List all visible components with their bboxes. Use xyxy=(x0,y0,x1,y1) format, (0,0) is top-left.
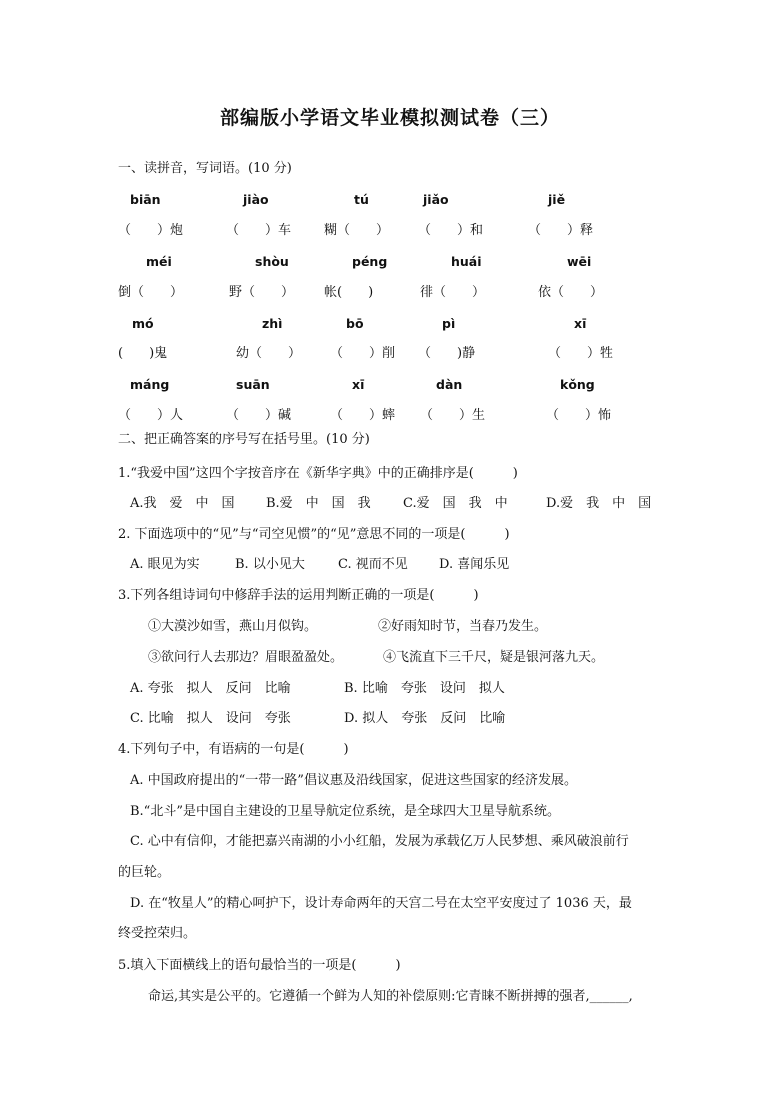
word-blank: （ ）释 xyxy=(528,223,594,238)
word-blank: 糊（ ） xyxy=(324,223,390,238)
pinyin: biān xyxy=(130,192,161,207)
word-blank: 倒（ ） xyxy=(118,285,184,300)
q4-option-c-cont: 的巨轮。 xyxy=(118,865,171,880)
q5-text: 命运,其实是公平的。它遵循一个鲜为人知的补偿原则:它青睐不断拼搏的强者,______, xyxy=(148,989,633,1004)
q2-option-a: A. 眼见为实 xyxy=(130,557,200,572)
word-blank: （ )静 xyxy=(418,346,476,361)
q2-stem: 2. 下面选项中的“见”与“司空见惯”的“见”意思不同的一项是( ) xyxy=(118,527,510,542)
pinyin: suān xyxy=(236,377,270,392)
q4-option-c: C. 心中有信仰，才能把嘉兴南湖的小小红船，发展为承载亿万人民梦想、乘风破浪前行 xyxy=(130,834,629,849)
word-blank: 徘（ ） xyxy=(420,285,486,300)
pinyin: mó xyxy=(132,316,154,331)
q3-option-a: A. 夸张 拟人 反问 比喻 xyxy=(130,681,291,696)
pinyin: dàn xyxy=(436,377,463,392)
pinyin: pì xyxy=(442,316,456,331)
pinyin: wēi xyxy=(567,254,592,269)
word-blank: （ ）人 xyxy=(118,408,184,423)
q3-option-d: D. 拟人 夸张 反问 比喻 xyxy=(344,711,506,726)
pinyin: jiě xyxy=(548,192,566,207)
word-blank: 依（ ） xyxy=(538,285,604,300)
section1-heading: 一、读拼音，写词语。(10 分) xyxy=(118,161,292,176)
pinyin: xī xyxy=(574,316,587,331)
q3-poem-2: ②好雨知时节，当春乃发生。 xyxy=(378,619,548,634)
word-blank: 帐( ) xyxy=(324,285,374,300)
q2-option-d: D. 喜闻乐见 xyxy=(439,557,510,572)
pinyin: péng xyxy=(352,254,388,269)
q1-stem: 1.“我爱中国”这四个字按音序在《新华字典》中的正确排序是( ) xyxy=(118,466,518,481)
q3-poem-4: ④飞流直下三千尺，疑是银河落九天。 xyxy=(383,650,605,665)
pinyin: shòu xyxy=(255,254,289,269)
pinyin: xī xyxy=(352,377,365,392)
q1-option-a: A.我 爱 中 国 xyxy=(130,496,235,511)
q4-stem: 4.下列句子中，有语病的一句是( ) xyxy=(118,742,349,757)
word-blank: （ ）蟀 xyxy=(330,408,396,423)
pinyin: kǒng xyxy=(560,377,595,392)
q3-poem-1: ①大漠沙如雪，燕山月似钩。 xyxy=(148,619,318,634)
pinyin: zhì xyxy=(262,316,283,331)
pinyin: máng xyxy=(130,377,170,392)
pinyin: méi xyxy=(146,254,172,269)
word-blank: （ ）怖 xyxy=(546,408,612,423)
pinyin: jiào xyxy=(243,192,269,207)
q2-option-c: C. 视而不见 xyxy=(338,557,408,572)
word-blank: 野（ ） xyxy=(229,285,295,300)
q4-option-b: B.“北斗”是中国自主建设的卫星导航定位系统，是全球四大卫星导航系统。 xyxy=(130,804,560,819)
pinyin: jiǎo xyxy=(423,192,449,207)
q4-option-d: D. 在“牧星人”的精心呵护下，设计寿命两年的天宫二号在太空平安度过了 1036 天，最 xyxy=(130,896,632,911)
q2-option-b: B. 以小见大 xyxy=(235,557,305,572)
pinyin: huái xyxy=(451,254,482,269)
q1-option-d: D.爱 我 中 国 xyxy=(546,496,652,511)
word-blank: （ ）削 xyxy=(330,346,396,361)
q1-option-c: C.爱 国 我 中 xyxy=(403,496,508,511)
word-blank: （ ）牲 xyxy=(548,346,614,361)
word-blank: 幼（ ） xyxy=(236,346,302,361)
q1-option-b: B.爱 中 国 我 xyxy=(266,496,371,511)
section2-heading: 二、把正确答案的序号写在括号里。(10 分) xyxy=(118,432,370,447)
q5-stem: 5.填入下面横线上的语句最恰当的一项是( ) xyxy=(118,958,401,973)
q4-option-d-cont: 终受控荣归。 xyxy=(118,926,197,941)
word-blank: （ ）车 xyxy=(226,223,292,238)
q3-option-b: B. 比喻 夸张 设问 拟人 xyxy=(344,681,505,696)
word-blank: （ ）炮 xyxy=(118,223,184,238)
q3-stem: 3.下列各组诗词句中修辞手法的运用判断正确的一项是( ) xyxy=(118,588,479,603)
page-title: 部编版小学语文毕业模拟测试卷（三） xyxy=(219,107,560,129)
word-blank: ( )鬼 xyxy=(118,346,168,361)
word-blank: （ ）生 xyxy=(420,408,486,423)
pinyin: tú xyxy=(354,192,369,207)
q3-option-c: C. 比喻 拟人 设问 夸张 xyxy=(130,711,291,726)
word-blank: （ ）碱 xyxy=(226,408,292,423)
pinyin: bō xyxy=(346,316,364,331)
word-blank: （ ）和 xyxy=(418,223,484,238)
q3-poem-3: ③欲问行人去那边？眉眼盈盈处。 xyxy=(148,650,344,665)
q4-option-a: A. 中国政府提出的“一带一路”倡议惠及沿线国家，促进这些国家的经济发展。 xyxy=(130,773,577,788)
